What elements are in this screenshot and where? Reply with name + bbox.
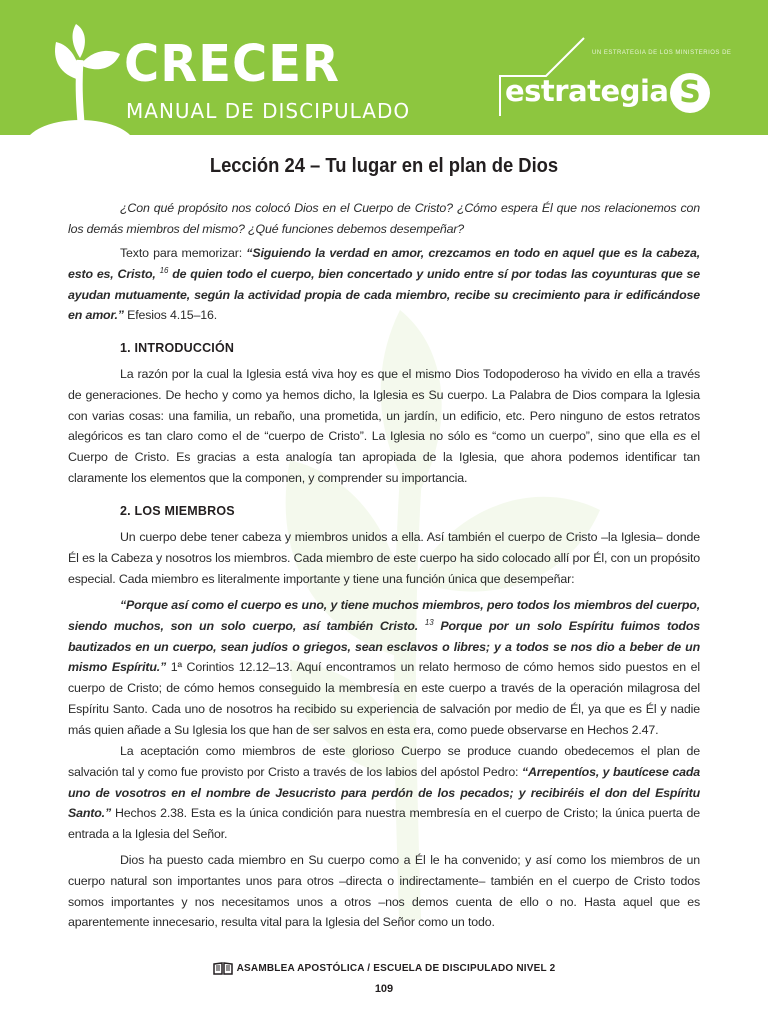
open-book-icon xyxy=(213,962,233,975)
section2-paragraph-3 xyxy=(68,741,700,845)
corinthians-commentary: 1ª Corintios 12.12–13. Aquí encontramos un relato hermoso de cómo hemos sido puestos en el cuerpo de Cristo; de cómo hemos conseguido la membresía en este cuerpo a través de la operación milagrosa del Espíritu Santo. Cada uno de nosotros ha recibido su experiencia de salvación por medio de Él, ya que es Él y nadie más quien añade a Su Iglesia los que han de ser salvos en esta era, como puede observarse en Hechos 2.47. xyxy=(68,660,700,737)
page-footer xyxy=(0,962,768,975)
acts-quote: “Arrepentíos, y bautícese cada uno de vosotros en el nombre de Jesucristo para perdón de los pecados; y recibiréis el don del Espíritu Santo.” xyxy=(68,764,700,821)
memorize-quote-a: “Siguiendo la verdad en amor, crezcamos en todo en aquel que es la cabeza, esto es, Cristo, xyxy=(68,246,701,281)
verse-number: 16 xyxy=(159,265,169,275)
section1-paragraph xyxy=(68,364,700,489)
lesson-title: Lección 24 – Tu lugar en el plan de Dios xyxy=(209,155,559,177)
brand-subtitle: MANUAL DE DISCIPULADO xyxy=(126,99,411,123)
memorize-quote-b: de quien todo el cuerpo, bien concertado y unido entre sí por todas las coyunturas que se ayudan mutuamente, según la actividad propia de cada miembro, recibe su crecimiento para ir edificándose en amor.” xyxy=(68,266,700,323)
header-banner xyxy=(0,0,768,135)
sprout-logo-icon xyxy=(30,20,130,135)
section1-text-a: La razón por la cual la Iglesia está viva hoy es que el mismo Dios Todopoderoso ha vivido en ella a través de generaciones. De hecho y como ya hemos dicho, la Iglesia es Su cuerpo. La Palabra de Dios compara la Iglesia con varias cosas: una familia, un rebaño, una prometida, un jardín, un edificio, etc. Pero ninguno de estos retratos alegóricos es tan claro como el de “cuerpo de Cristo”. La Iglesia no sólo es “como un cuerpo”, sino que ella xyxy=(68,367,700,444)
corinthians-quote-a: “Porque así como el cuerpo es uno, y tiene muchos miembros, pero todos los miembros del cuerpo, siendo muchos, son un solo cuerpo, así también Cristo. xyxy=(68,598,700,633)
footer-text: ASAMBLEA APOSTÓLICA / ESCUELA DE DISCIPULADO NIVEL 2 xyxy=(236,963,556,975)
memorize-paragraph xyxy=(68,243,700,326)
section1-text-b: el Cuerpo de Cristo. Es gracias a esta analogía tan apropiada de la Iglesia, que ahora podemos identificar tan claramente los elementos que la componen, y comprender su importancia. xyxy=(68,429,700,485)
section-heading-miembros: 2. LOS MIEMBROS xyxy=(120,504,235,518)
publisher-tagline: UN ESTRATEGIA DE LOS MINISTERIOS DE xyxy=(592,50,732,56)
acceptance-text-b: Hechos 2.38. Esta es la única condición para nuestra membresía en el cuerpo de Cristo; la única puerta de entrada a la Iglesia del Señor. xyxy=(68,806,700,842)
section1-emphasis: es xyxy=(673,429,686,444)
acceptance-text-a: La aceptación como miembros de este glorioso Cuerpo se produce cuando obedecemos el plan de salvación tal y como fue provisto por Cristo a través de los labios del apóstol Pedro: xyxy=(68,744,700,779)
section2-quote-paragraph xyxy=(68,595,700,741)
section2-paragraph-1: Un cuerpo debe tener cabeza y miembros unidos a ella. Así también el cuerpo de Cristo –la Iglesia– donde Él es la Cabeza y nosotros los miembros. Cada miembro de este cuerpo ha sido colocado allí por Él, con un propósito especial. Cada miembro es literalmente importante y tiene una función única que desempeñar: xyxy=(68,530,700,586)
memorize-label: Texto para memorizar: xyxy=(120,246,247,260)
intro-question: ¿Con qué propósito nos colocó Dios en el Cuerpo de Cristo? ¿Cómo espera Él que nos relacionemos con los demás miembros del mismo? ¿Qué funciones debemos desempeñar? xyxy=(68,201,700,236)
section-heading-introduccion: 1. INTRODUCCIÓN xyxy=(120,341,235,355)
verse-number: 13 xyxy=(424,617,434,627)
memorize-reference: Efesios 4.15–16. xyxy=(123,308,218,323)
section2-paragraph-4: Dios ha puesto cada miembro en Su cuerpo como a Él le ha convenido; y así como los miembros de un cuerpo natural son importantes unos para otros –directa o indirectamente– también en el cuerpo de Cristo todos somos importantes y nos necesitamos unos a otros –nos demos cuenta de ello o no. Hasta aquel que es aparentemente innecesario, resulta vital para la Iglesia del Señor como un todo. xyxy=(68,853,700,930)
brand-title: CRECER xyxy=(124,34,340,94)
publisher-logo-text: estrategia xyxy=(505,74,669,108)
page-number: 109 xyxy=(374,983,394,995)
corinthians-quote-b: Porque por un solo Espíritu fuimos todos bautizados en un cuerpo, sean judíos o griegos, sean esclavos o libres; y a todos se nos dio a beber de un mismo Espíritu.” xyxy=(68,618,700,675)
publisher-s-badge: S xyxy=(670,73,710,113)
